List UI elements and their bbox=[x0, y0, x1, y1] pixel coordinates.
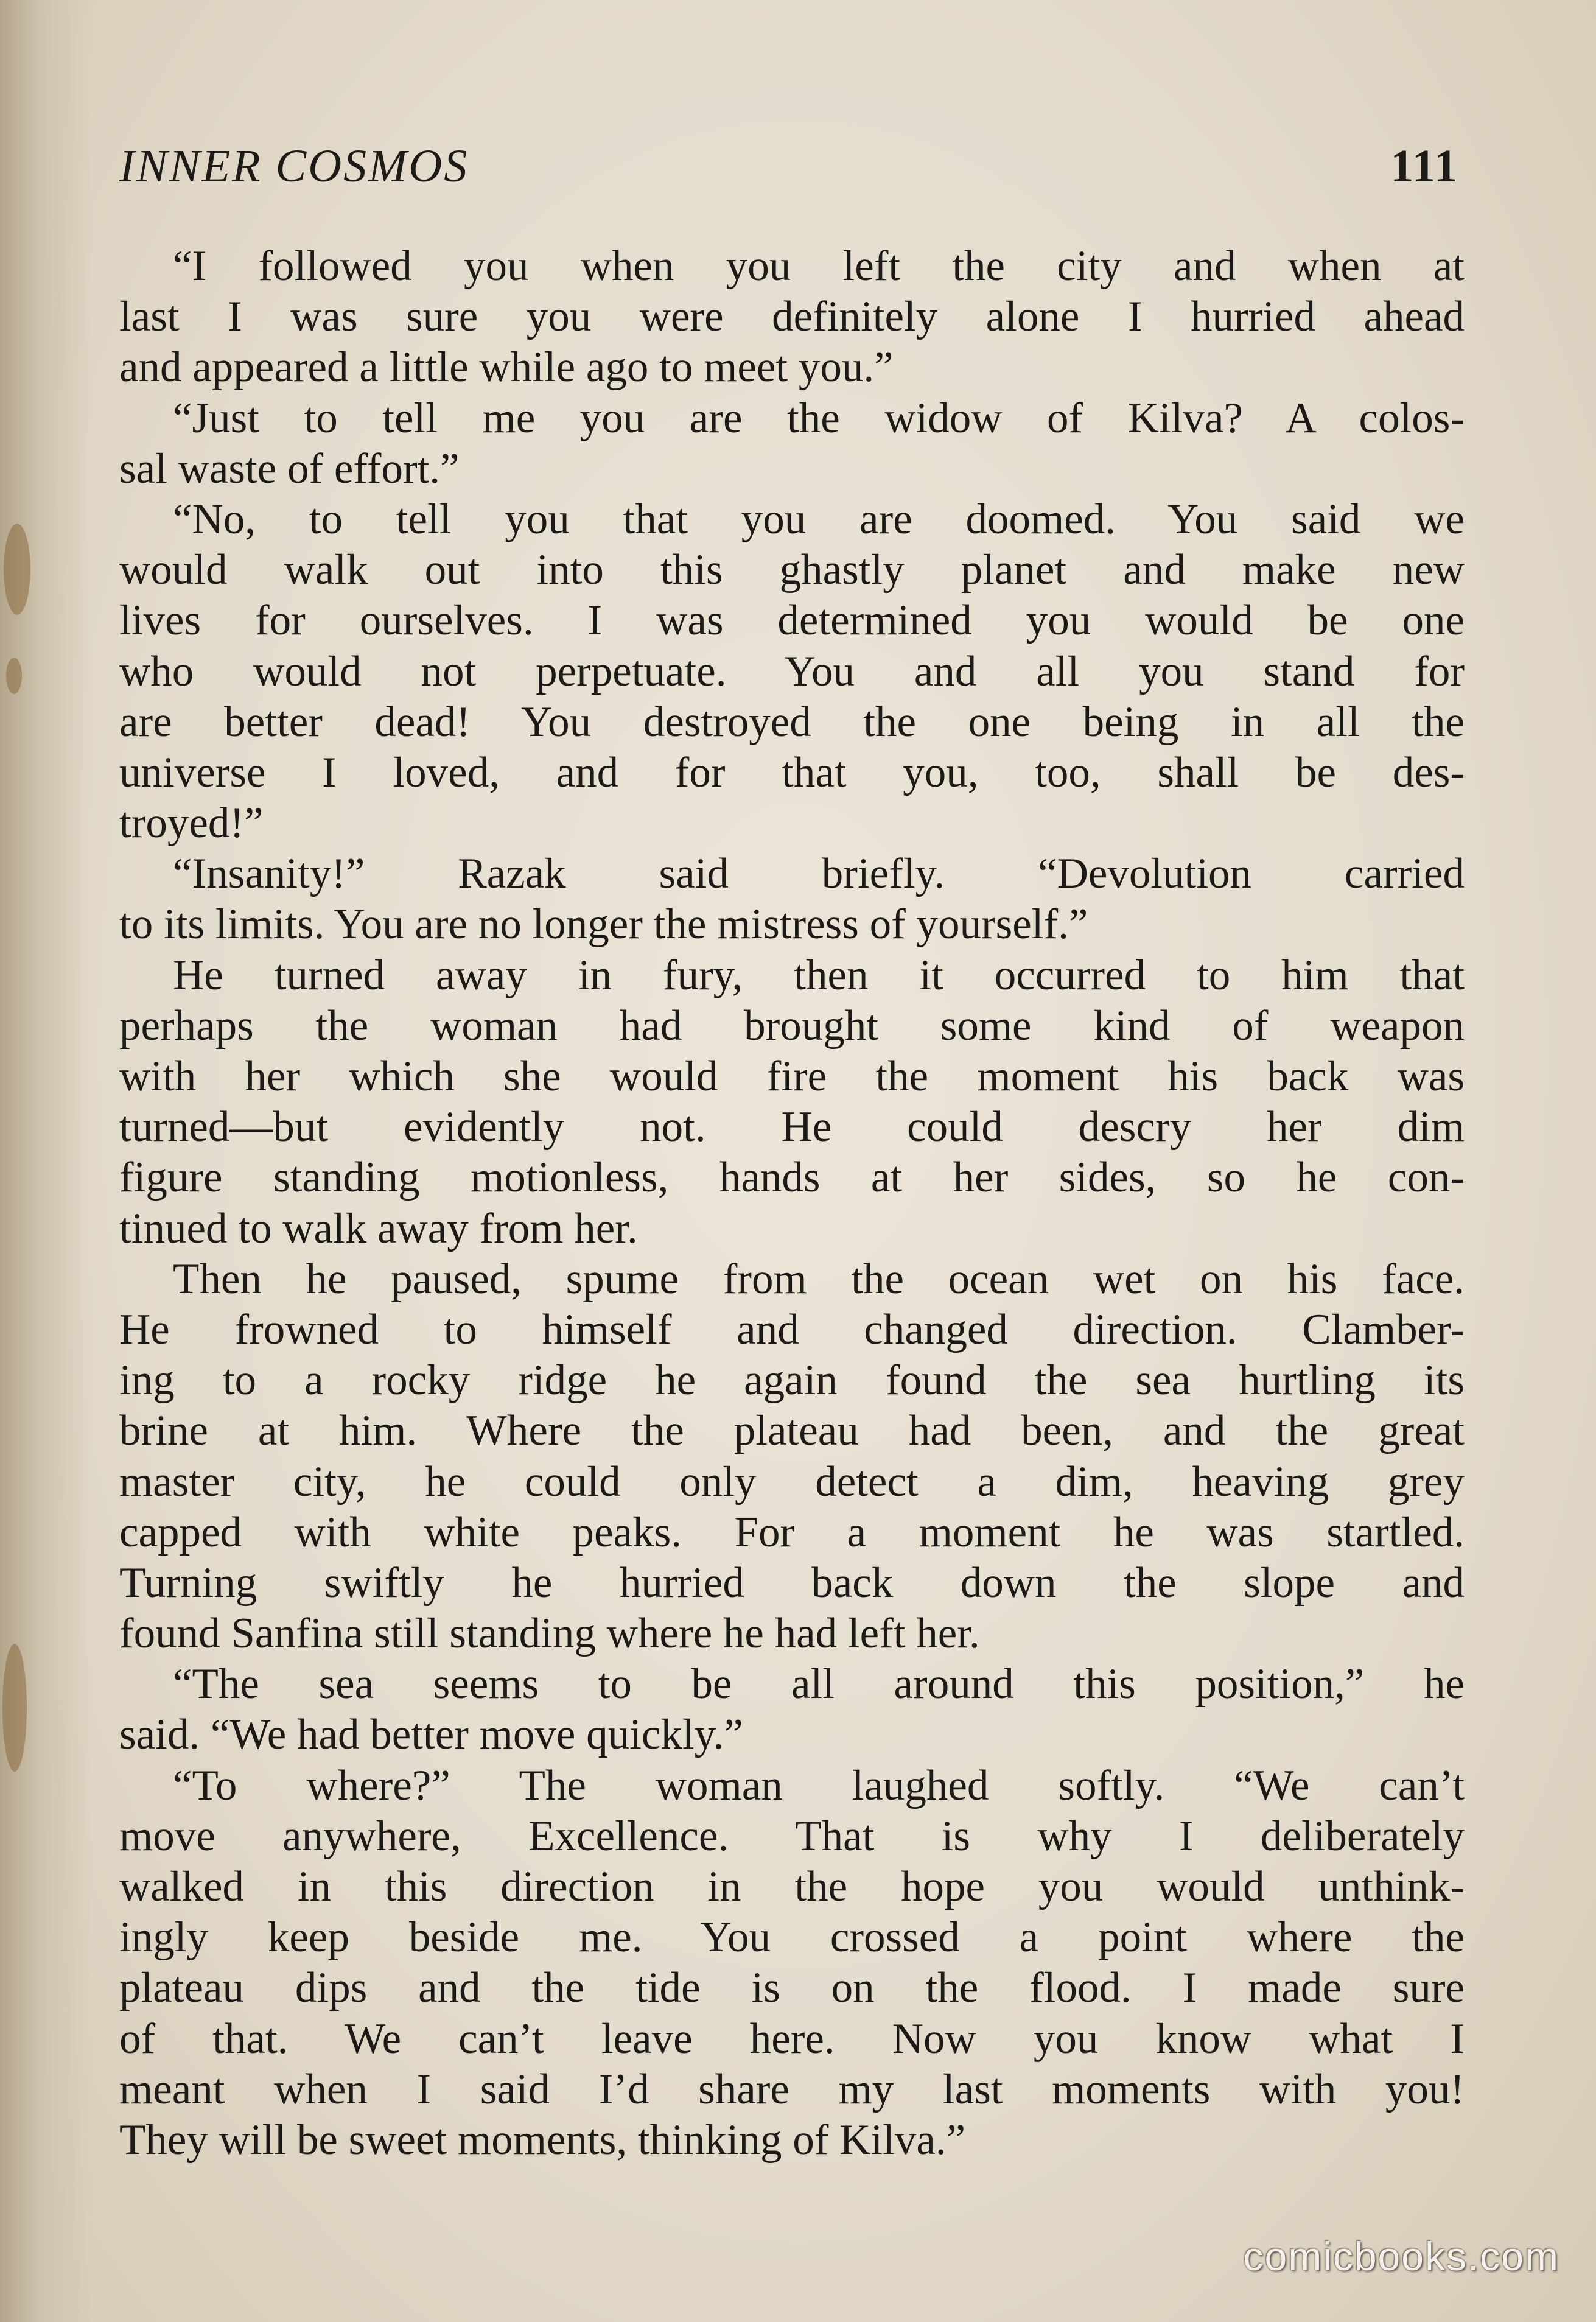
text-line: lives for ourselves. I was determined you would be one bbox=[119, 597, 1465, 645]
body-text bbox=[119, 241, 1465, 2166]
text-line: He frowned to himself and changed direction. Clamber- bbox=[119, 1305, 1465, 1353]
text-line: would walk out into this ghastly planet and make new bbox=[119, 546, 1465, 594]
running-head: INNER COSMOS bbox=[119, 141, 469, 192]
page-number: 111 bbox=[1390, 141, 1458, 192]
watermark: comicbooks.com bbox=[1243, 2234, 1559, 2279]
text-line: “Just to tell me you are the widow of Kilva? A colos- bbox=[173, 394, 1465, 442]
text-line: brine at him. Where the plateau had been, and the great bbox=[119, 1407, 1465, 1455]
text-line: who would not perpetuate. You and all you stand for bbox=[119, 647, 1465, 695]
text-line: universe I loved, and for that you, too, shall be des- bbox=[119, 748, 1465, 796]
text-line: are better dead! You destroyed the one being in all the bbox=[119, 698, 1465, 746]
text-line: walked in this direction in the hope you would unthink- bbox=[119, 1863, 1465, 1910]
text-line: found Sanfina still standing where he had left her. bbox=[119, 1610, 980, 1658]
text-line: master city, he could only detect a dim, heaving grey bbox=[119, 1457, 1465, 1506]
text-line: tinued to walk away from her. bbox=[119, 1204, 638, 1252]
text-line: “I followed you when you left the city and when at bbox=[173, 242, 1465, 290]
text-line: of that. We can’t leave here. Now you know what I bbox=[119, 2015, 1465, 2063]
text-line: plateau dips and the tide is on the flood. I made sure bbox=[119, 1964, 1465, 2012]
text-line: last I was sure you were definitely alone I hurried ahead bbox=[119, 293, 1465, 341]
text-line: “To where?” The woman laughed softly. “We can’t bbox=[173, 1761, 1465, 1809]
text-line: He turned away in fury, then it occurred to him that bbox=[173, 951, 1465, 999]
text-line: move anywhere, Excellence. That is why I deliberately bbox=[119, 1812, 1465, 1860]
text-line: perhaps the woman had brought some kind of weapon bbox=[119, 1001, 1465, 1050]
text-line: turned—but evidently not. He could descry her dim bbox=[119, 1103, 1465, 1151]
text-line: said. “We had better move quickly.” bbox=[119, 1711, 743, 1759]
page-header bbox=[119, 140, 1458, 201]
text-line: “Insanity!” Razak said briefly. “Devolution carried bbox=[173, 850, 1465, 898]
text-line: troyed!” bbox=[119, 799, 264, 847]
text-line: with her which she would fire the moment his back was bbox=[119, 1053, 1465, 1100]
text-line: ingly keep beside me. You crossed a point where the bbox=[119, 1913, 1465, 1962]
stain-mark bbox=[6, 658, 22, 694]
stain-mark bbox=[2, 1644, 27, 1772]
text-line: sal waste of effort.” bbox=[119, 444, 460, 493]
text-line: meant when I said I’d share my last moments with you! bbox=[119, 2065, 1465, 2113]
text-line: “The sea seems to be all around this position,” he bbox=[173, 1660, 1465, 1708]
text-line: capped with white peaks. For a moment he was startled. bbox=[119, 1508, 1465, 1556]
text-line: They will be sweet moments, thinking of Kilva.” bbox=[119, 2116, 966, 2164]
gutter-shadow bbox=[0, 0, 91, 2322]
text-line: to its limits. You are no longer the mistress of yourself.” bbox=[119, 900, 1088, 949]
text-line: figure standing motionless, hands at her sides, so he con- bbox=[119, 1154, 1465, 1202]
text-line: Then he paused, spume from the ocean wet on his face. bbox=[173, 1255, 1465, 1303]
text-line: Turning swiftly he hurried back down the slope and bbox=[119, 1559, 1465, 1607]
text-line: ing to a rocky ridge he again found the sea hurtling its bbox=[119, 1356, 1465, 1405]
stain-mark bbox=[4, 524, 30, 615]
text-line: “No, to tell you that you are doomed. You said we bbox=[173, 495, 1465, 543]
text-line: and appeared a little while ago to meet you.” bbox=[119, 343, 894, 391]
